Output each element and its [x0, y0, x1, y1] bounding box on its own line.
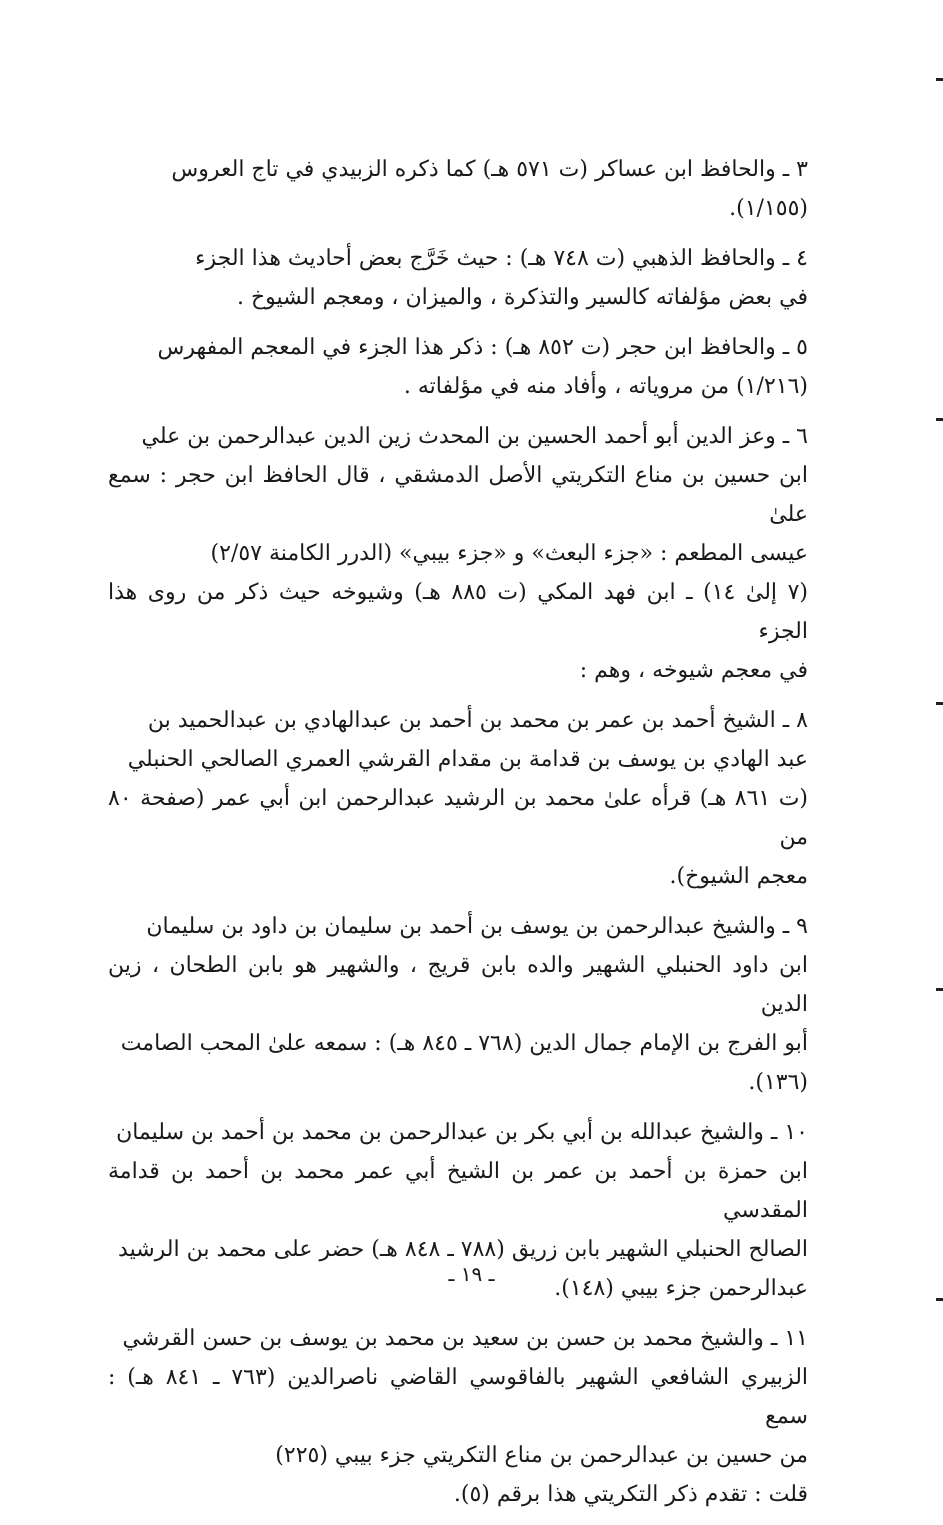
text-line: (١/١٥٥).: [729, 196, 808, 221]
text-line: ٦ ـ وعز الدين أبو أحمد الحسين بن المحدث زين الدين عبدالرحمن بن علي: [141, 424, 808, 449]
text-line: (١/٢١٦) من مروياته ، وأفاد منه في مؤلفاته .: [403, 374, 808, 399]
text-line: الصالح الحنبلي الشهير بابن زريق (٧٨٨ ـ ٨٤٨ هـ) حضر على محمد بن الرشيد: [118, 1237, 808, 1262]
text-line: ابن حمزة بن أحمد بن عمر بن الشيخ أبي عمر محمد بن أحمد بن قدامة المقدسي: [108, 1159, 808, 1223]
main-text: [108, 150, 808, 1525]
entry-4: [108, 239, 808, 317]
text-line: ١١ ـ والشيخ محمد بن حسن بن سعيد بن محمد بن يوسف بن حسن القرشي: [122, 1326, 808, 1351]
text-line: عبد الهادي بن يوسف بن قدامة بن مقدام القرشي العمري الصالحي الحنبلي: [127, 747, 808, 772]
edge-mark: [936, 78, 943, 81]
entry-9: [108, 907, 808, 1102]
entry-6: [108, 417, 808, 690]
text-line: قلت : تقدم ذكر التكريتي هذا برقم (٥).: [453, 1482, 808, 1507]
text-line: (١٣٦).: [748, 1070, 808, 1095]
text-line: ٩ ـ والشيخ عبدالرحمن بن يوسف بن أحمد بن سليمان بن داود بن سليمان: [146, 914, 808, 939]
text-line: ٣ ـ والحافظ ابن عساكر (ت ٥٧١ هـ) كما ذكره الزبيدي في تاج العروس: [171, 157, 808, 182]
entry-11: [108, 1319, 808, 1514]
edge-mark: [936, 702, 943, 705]
text-line: (ت ٨٦١ هـ) قرأه علىٰ محمد بن الرشيد عبدالرحمن ابن أبي عمر (صفحة ٨٠ من: [108, 786, 809, 850]
entry-3: [108, 150, 808, 228]
text-line: ١٠ ـ والشيخ عبدالله بن أبي بكر بن عبدالرحمن بن محمد بن أحمد بن سليمان: [116, 1120, 808, 1145]
text-line: أبو الفرج بن الإمام جمال الدين (٧٦٨ ـ ٨٤٥ هـ) : سمعه علىٰ المحب الصامت: [120, 1031, 808, 1056]
edge-mark: [936, 418, 943, 421]
text-line: عبدالرحمن جزء بيبي (١٤٨).: [554, 1276, 808, 1301]
text-line: في معجم شيوخه ، وهم :: [579, 658, 808, 683]
edge-mark: [936, 988, 943, 991]
text-line: ٥ ـ والحافظ ابن حجر (ت ٨٥٢ هـ) : ذكر هذا الجزء في المعجم المفهرس: [157, 335, 808, 360]
text-line: ابن داود الحنبلي الشهير والده بابن قريج ، والشهير هو بابن الطحان ، زين الدين: [108, 953, 808, 1017]
text-line: عيسى المطعم : «جزء البعث» و «جزء بيبي» (الدرر الكامنة ٢/٥٧): [210, 541, 808, 566]
text-line: ٨ ـ الشيخ أحمد بن عمر بن محمد بن أحمد بن عبدالهادي بن عبدالحميد بن: [147, 708, 808, 733]
edge-mark: [936, 1298, 943, 1301]
entry-8: [108, 701, 808, 896]
text-line: من حسين بن عبدالرحمن بن مناع التكريتي جزء بيبي (٢٢٥): [275, 1443, 808, 1468]
text-line: ابن حسين بن مناع التكريتي الأصل الدمشقي ، قال الحافظ ابن حجر : سمع علىٰ: [108, 463, 809, 527]
text-line: الزبيري الشافعي الشهير بالفاقوسي القاضي ناصرالدين (٧٦٣ ـ ٨٤١ هـ) : سمع: [108, 1365, 809, 1429]
text-line: (٧ إلىٰ ١٤) ـ ابن فهد المكي (ت ٨٨٥ هـ) وشيوخه حيث ذكر من روى هذا الجزء: [108, 580, 808, 644]
entry-5: [108, 328, 808, 406]
page-number: ـ ١٩ ـ: [448, 1262, 495, 1286]
text-line: معجم الشيوخ).: [669, 864, 808, 889]
text-line: ٤ ـ والحافظ الذهبي (ت ٧٤٨ هـ) : حيث خَرَّج بعض أحاديث هذا الجزء: [195, 246, 808, 271]
text-line: في بعض مؤلفاته كالسير والتذكرة ، والميزان ، ومعجم الشيوخ .: [236, 285, 808, 310]
